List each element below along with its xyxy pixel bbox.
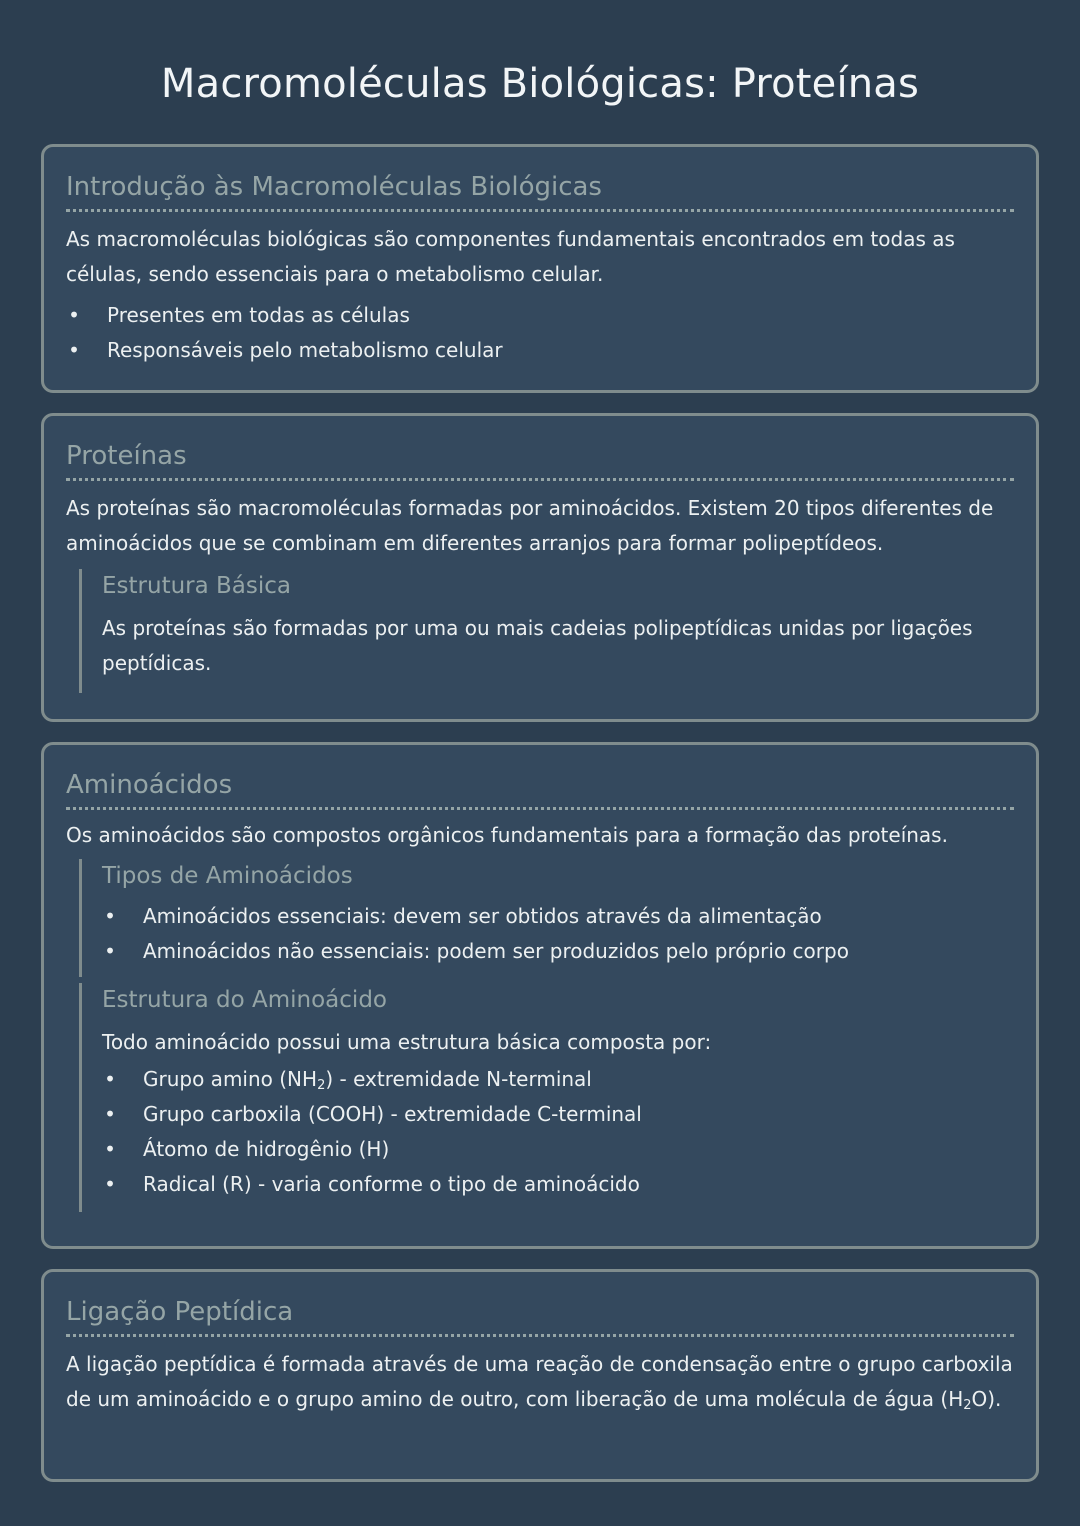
aminoacid-structure-list [102, 1062, 1014, 1202]
aminoacid-types-subsection [79, 859, 1014, 977]
bullet-icon: • [104, 1067, 116, 1091]
bullet-icon: • [104, 1102, 116, 1126]
intro-text: As macromoléculas biológicas são componentes fundamentais encontrados em todas as células, sendo essenciais para o metabolismo celular. [66, 227, 955, 286]
list-item: • Átomo de hidrogênio (H) [102, 1132, 1014, 1167]
bullet-icon: • [68, 338, 80, 362]
list-item: • Radical (R) - varia conforme o tipo de aminoácido [102, 1167, 1014, 1202]
list-item: • Responsáveis pelo metabolismo celular [66, 333, 1014, 368]
peptide-bond-section [41, 1269, 1039, 1482]
intro-section [41, 144, 1039, 393]
basic-structure-text: As proteínas são formadas por uma ou mais cadeias polipeptídicas unidas por ligações peptídicas. [102, 616, 973, 675]
bullet-icon: • [68, 303, 80, 327]
aminoacids-heading: Aminoácidos [66, 765, 1014, 810]
intro-bullet-list [66, 298, 1014, 368]
proteins-heading: Proteínas [66, 436, 1014, 481]
bullet-icon: • [104, 939, 116, 963]
aminoacid-structure-subsection [79, 983, 1014, 1212]
aminoacid-types-list [102, 899, 1014, 969]
basic-structure-subsection [79, 569, 1014, 693]
peptide-bond-text: A ligação peptídica é formada através de uma reação de condensação entre o grupo carboxila de um aminoácido e o grupo amino de outro, com liberação de uma molécula de água $(H_2O)$. [66, 1352, 1013, 1413]
list-item: • Aminoácidos não essenciais: podem ser produzidos pelo próprio corpo [102, 934, 1014, 969]
bullet-icon: • [104, 1172, 116, 1196]
list-item: • Aminoácidos essenciais: devem ser obtidos através da alimentação [102, 899, 1014, 934]
peptide-bond-heading: Ligação Peptídica [66, 1292, 1014, 1337]
aminoacid-structure-text: Todo aminoácido possui uma estrutura básica composta por: [102, 1030, 712, 1054]
page-title: Macromoléculas Biológicas: Proteínas [160, 61, 920, 107]
basic-structure-heading: Estrutura Básica [102, 573, 292, 599]
aminoacids-section [41, 742, 1039, 1249]
bullet-icon: • [104, 1137, 116, 1161]
list-item: • Presentes em todas as células [66, 298, 1014, 333]
list-item: • Grupo amino $(NH_2)$ - extremidade N-terminal [102, 1062, 1014, 1097]
proteins-section [41, 413, 1039, 722]
intro-heading: Introdução às Macromoléculas Biológicas [66, 167, 1014, 212]
aminoacid-types-heading: Tipos de Aminoácidos [102, 863, 353, 889]
aminoacid-structure-heading: Estrutura do Aminoácido [102, 987, 387, 1013]
proteins-text: As proteínas são macromoléculas formadas por aminoácidos. Existem 20 tipos diferentes de aminoácidos que se combinam em diferentes arranjos para formar polipeptídeos. [66, 496, 994, 555]
bullet-icon: • [104, 904, 116, 928]
list-item: • Grupo carboxila (COOH) - extremidade C-terminal [102, 1097, 1014, 1132]
aminoacids-text: Os aminoácidos são compostos orgânicos fundamentais para a formação das proteínas. [66, 823, 948, 847]
